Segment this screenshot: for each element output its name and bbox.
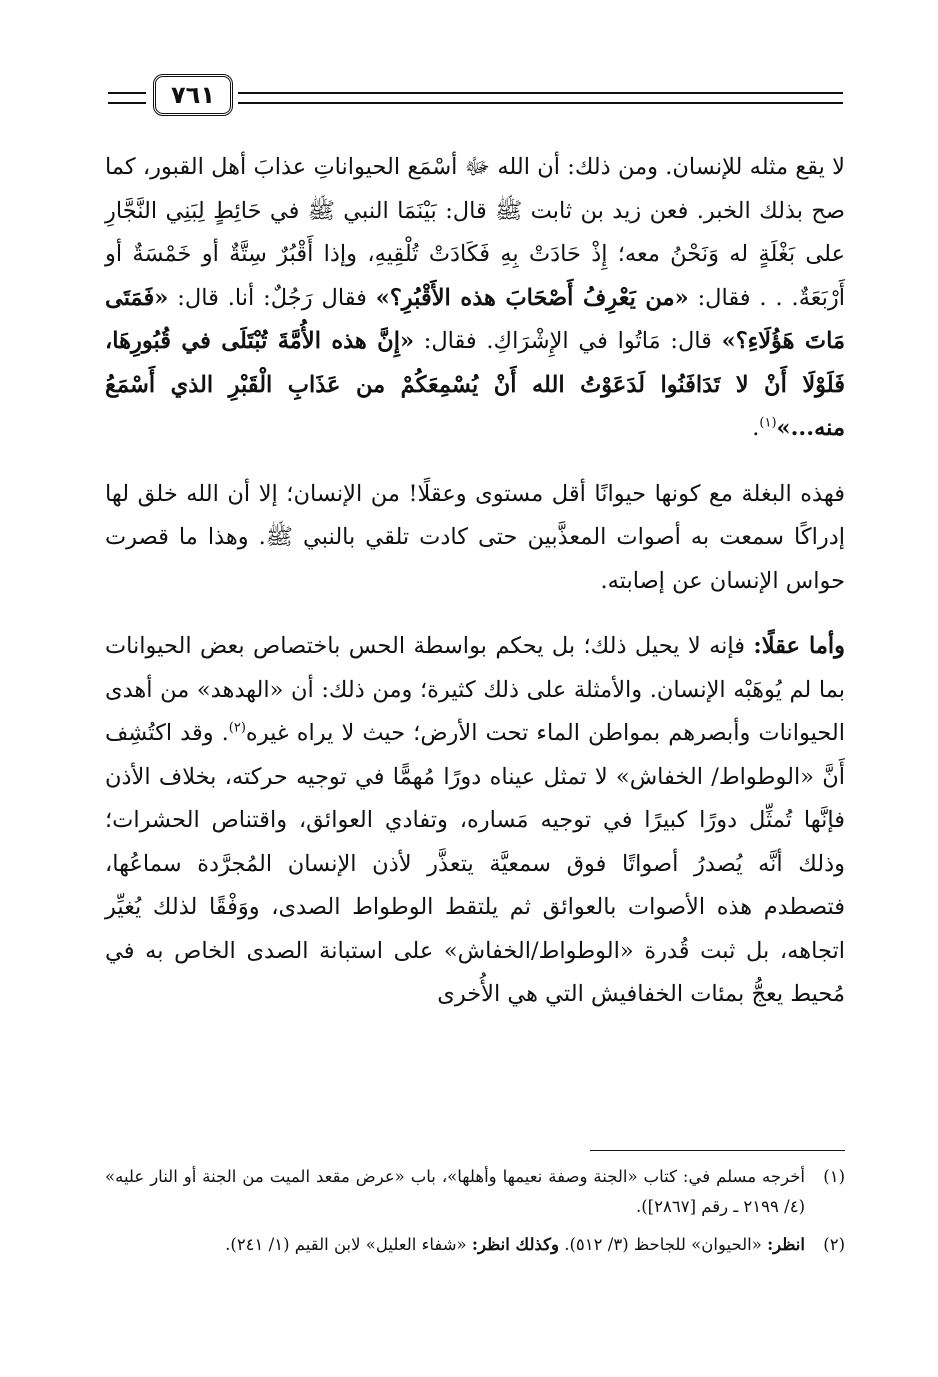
paragraph-1-mid-1: فقال رَجُلٌ: أنا. قال: <box>177 284 367 311</box>
footnote-label: انظر: <box>767 1235 805 1254</box>
paragraph-1-end: . <box>752 415 760 441</box>
paragraph-3-lead: وأما عقلًا: <box>753 633 845 659</box>
footnote-number: (١) <box>823 1167 845 1186</box>
footnote-source: «الحيوان» للجاحظ (٣/ ٥١٢). <box>564 1235 762 1254</box>
footnote-text <box>105 1230 805 1260</box>
paragraph-2 <box>105 473 845 604</box>
footnote-text: أخرجه مسلم في: كتاب «الجنة وصفة نعيمها وأهلها»، باب «عرض مقعد الميت من الجنة أو النار عليه» (٤/ ٢١٩٩ ـ رقم [٢٨٦٧]). <box>105 1167 805 1216</box>
footnote-label: وكذلك انظر: <box>471 1235 559 1254</box>
footnote-1 <box>105 1162 845 1222</box>
footnote-source: «شفاء العليل» لابن القيم (١/ ٢٤١). <box>225 1235 467 1254</box>
footnote-2 <box>105 1230 845 1260</box>
paragraph-1-mid-2: قال: مَاتُوا في الإِشْرَاكِ. فقال: <box>423 328 712 354</box>
footnote-separator <box>590 1150 845 1151</box>
hadith-quote-3: «إِنَّ هذه الأُمَّةَ تُبْتَلَى في قُبُورِهَا، فَلَوْلَا أَنْ لا تَدَافَنُوا لَدَعَوْتُ الله أَنْ يُسْمِعَكُمْ من عَذَابِ الْقَبْرِ الذي أَسْمَعُ منه...» <box>105 328 845 441</box>
paragraph-1 <box>105 146 845 451</box>
page-header <box>108 72 843 122</box>
footnote-number: (٢) <box>823 1235 845 1254</box>
header-rule-left <box>108 92 146 104</box>
hadith-quote-1: «من يَعْرِفُ أَصْحَابَ هذه الأَقْبُرِ؟» <box>375 284 689 311</box>
header-rule-right <box>238 92 843 104</box>
paragraph-3-text-a: فإنه لا يحيل ذلك؛ بل يحكم بواسطة الحس باختصاص بعض الحيوانات بما لم يُوهَبْه الإنسان. والأمثلة على ذلك كثيرة؛ ومن ذلك: أن «الهدهد» من أهدى الحيوانات وأبصرهم بمواطن الماء تحت الأرض؛ حيث لا يراه غيره <box>105 633 845 746</box>
footnote-ref-2[interactable]: (٢) <box>228 720 246 736</box>
paragraph-1-text: لا يقع مثله للإنسان. ومن ذلك: أن الله ﷻ أسْمَع الحيواناتِ عذابَ أهل القبور، كما صح بذلك الخبر. فعن زيد بن ثابت ﷺ قال: بَيْنَمَا النبي ﷺ في حَائِطٍ لِبَنِي النَّجَّارِ على بَغْلَةٍ له وَنَحْنُ معه؛ إِذْ حَادَتْ بِهِ فَكَادَتْ تُلْقِيهِ، وإذا أَقْبُرٌ سِتَّةٌ أو خَمْسَةٌ أو أَرْبَعَةٌ. . . فقال: <box>105 154 846 311</box>
main-text <box>105 146 845 1039</box>
hadith-quote-2: «فَمَتَى مَاتَ هَؤُلَاءِ؟» <box>105 284 846 354</box>
page-number: ٧٦١ <box>153 74 233 116</box>
paragraph-3 <box>105 625 845 1017</box>
footnote-ref-1[interactable]: (١) <box>759 415 777 431</box>
footnotes <box>105 1162 845 1268</box>
paragraph-2-text: فهذه البغلة مع كونها حيوانًا أقل مستوى وعقلًا! من الإنسان؛ إلا أن الله خلق لها إدراكًا سمعت به أصوات المعذَّبين حتى كادت تلقي بالنبي ﷺ. وهذا ما قصرت حواس الإنسان عن إصابته. <box>105 480 845 594</box>
paragraph-3-text-b: . وقد اكتُشِف أَنَّ «الوطواط/ الخفاش» لا تمثل عيناه دورًا مُهمًّا في توجيه حركته، بخلاف الأذن فإنَّها تُمثِّل دورًا كبيرًا في توجيه مَساره، وتفادي العوائق، واقتناص الحشرات؛ وذلك أنَّه يُصدرُ أصواتًا فوق سمعيَّة يتعذَّر لأذن الإنسان المُجرَّدة سماعُها، فتصطدم هذه الأصوات بالعوائق ثم يلتقط الوطواط الصدى، ووَفْقًا لذلك يُغيِّر اتجاهه، بل ثبت قُدرة «الوطواط/الخفاش» على استبانة الصدى الخاص به في مُحيط يعجُّ بمئات الخفافيش التي هي الأُخرى <box>105 720 845 1007</box>
